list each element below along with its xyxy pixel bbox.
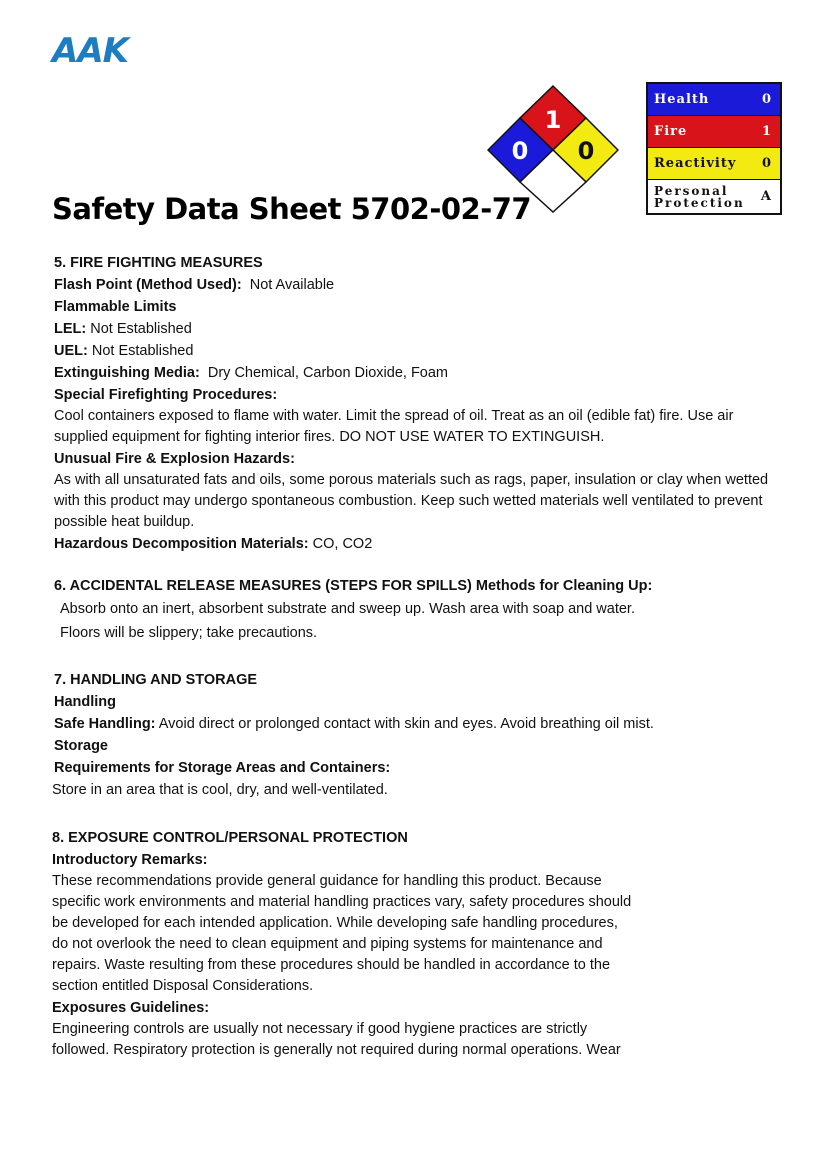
flash-point-value: Not Available <box>249 277 335 293</box>
document-body <box>54 252 784 1061</box>
unusual-hazards-label: Unusual Fire & Explosion Hazards: <box>54 451 295 467</box>
special-procedures-label: Special Firefighting Procedures: <box>54 387 278 403</box>
hmis-personal-protection-row <box>648 180 780 213</box>
decomposition-line <box>54 533 784 555</box>
extinguishing-media-value: Dry Chemical, Carbon Dioxide, Foam <box>207 365 449 381</box>
storage-requirements-label: Requirements for Storage Areas and Containers: <box>54 760 391 776</box>
flash-point-line <box>54 274 784 296</box>
intro-remarks-label: Introductory Remarks: <box>52 852 208 868</box>
section-7 <box>54 669 784 801</box>
intro-line-1: These recommendations provide general guidance for handling this product. Because <box>52 873 602 889</box>
company-logo: AAK <box>52 31 128 71</box>
safe-handling-line <box>54 713 784 735</box>
hmis-fire-label: Fire <box>654 124 688 139</box>
intro-line-2: specific work environments and material handling practices vary, safety procedures should <box>52 894 632 910</box>
special-procedures-text: Cool containers exposed to flame with water. Limit the spread of oil. Treat as an oil (edible fat) fire. Use air supplied equipment for fighting interior fires. DO NOT USE WATER TO EXTINGUISH. <box>54 408 734 445</box>
hmis-pp-label-line1: Personal <box>654 183 729 198</box>
uel-line <box>54 340 784 362</box>
section-5 <box>54 252 784 555</box>
intro-line-5: repairs. Waste resulting from these procedures should be handled in accordance to the <box>52 957 611 973</box>
lel-line <box>54 318 784 340</box>
exposure-guidelines-label: Exposures Guidelines: <box>52 1000 210 1016</box>
document-title: Safety Data Sheet 5702-02-77 <box>52 192 532 226</box>
storage-requirements-value: Store in an area that is cool, dry, and well-ventilated. <box>52 782 388 798</box>
section-8-heading: 8. EXPOSURE CONTROL/PERSONAL PROTECTION <box>52 830 408 846</box>
handling-heading: Handling <box>54 694 117 710</box>
hmis-pp-value: A <box>760 189 772 204</box>
flash-point-label: Flash Point (Method Used): <box>54 277 242 293</box>
section-6-heading: 6. ACCIDENTAL RELEASE MEASURES (STEPS FOR SPILLS) Methods for Cleaning Up: <box>54 578 653 594</box>
unusual-hazards-text: As with all unsaturated fats and oils, some porous materials such as rags, paper, insulation or clay when wetted with this product may undergo spontaneous combustion. Keep such wetted materials well ventilated to prevent possible heat buildup. <box>54 472 769 530</box>
safe-handling-value: Avoid direct or prolonged contact with skin and eyes. Avoid breathing oil mist. <box>158 716 654 732</box>
hmis-reactivity-value: 0 <box>761 156 772 171</box>
nfpa-health-value: 0 <box>511 137 529 165</box>
hmis-reactivity-label: Reactivity <box>654 156 737 171</box>
section-6 <box>54 575 784 645</box>
lel-label: LEL: <box>54 321 87 337</box>
uel-value: Not Established <box>91 343 194 359</box>
intro-line-3: be developed for each intended application. While developing safe handling procedures, <box>52 915 618 931</box>
hmis-fire-value: 1 <box>761 124 772 139</box>
storage-heading: Storage <box>54 738 108 754</box>
uel-label: UEL: <box>54 343 88 359</box>
safe-handling-label: Safe Handling: <box>54 716 156 732</box>
decomposition-value: CO, CO2 <box>312 536 373 552</box>
extinguishing-media-line <box>54 362 784 384</box>
section-6-line-2: Floors will be slippery; take precautions. <box>60 625 318 641</box>
hmis-pp-label-line2: Protection <box>654 195 745 210</box>
hmis-reactivity-row <box>648 148 780 180</box>
hmis-health-row <box>648 84 780 116</box>
lel-value: Not Established <box>90 321 192 337</box>
decomposition-label: Hazardous Decomposition Materials: <box>54 536 309 552</box>
intro-line-6: section entitled Disposal Considerations. <box>52 978 314 994</box>
hmis-label <box>646 82 782 215</box>
flammable-limits-heading: Flammable Limits <box>54 299 177 315</box>
section-8 <box>52 827 784 1061</box>
section-5-heading: 5. FIRE FIGHTING MEASURES <box>54 255 263 271</box>
section-6-line-1: Absorb onto an inert, absorbent substrate and sweep up. Wash area with soap and water. <box>60 601 635 617</box>
intro-line-4: do not overlook the need to clean equipment and piping systems for maintenance and <box>52 936 603 952</box>
hmis-health-label: Health <box>654 92 710 107</box>
nfpa-flammability-value: 1 <box>544 106 562 134</box>
hmis-health-value: 0 <box>761 92 772 107</box>
section-7-heading: 7. HANDLING AND STORAGE <box>54 672 258 688</box>
hmis-pp-label <box>654 185 745 209</box>
extinguishing-media-label: Extinguishing Media: <box>54 365 200 381</box>
guidelines-line-2: followed. Respiratory protection is generally not required during normal operations. Wear <box>52 1042 621 1058</box>
hmis-fire-row <box>648 116 780 148</box>
nfpa-reactivity-value: 0 <box>577 137 595 165</box>
guidelines-line-1: Engineering controls are usually not necessary if good hygiene practices are strictly <box>52 1021 588 1037</box>
